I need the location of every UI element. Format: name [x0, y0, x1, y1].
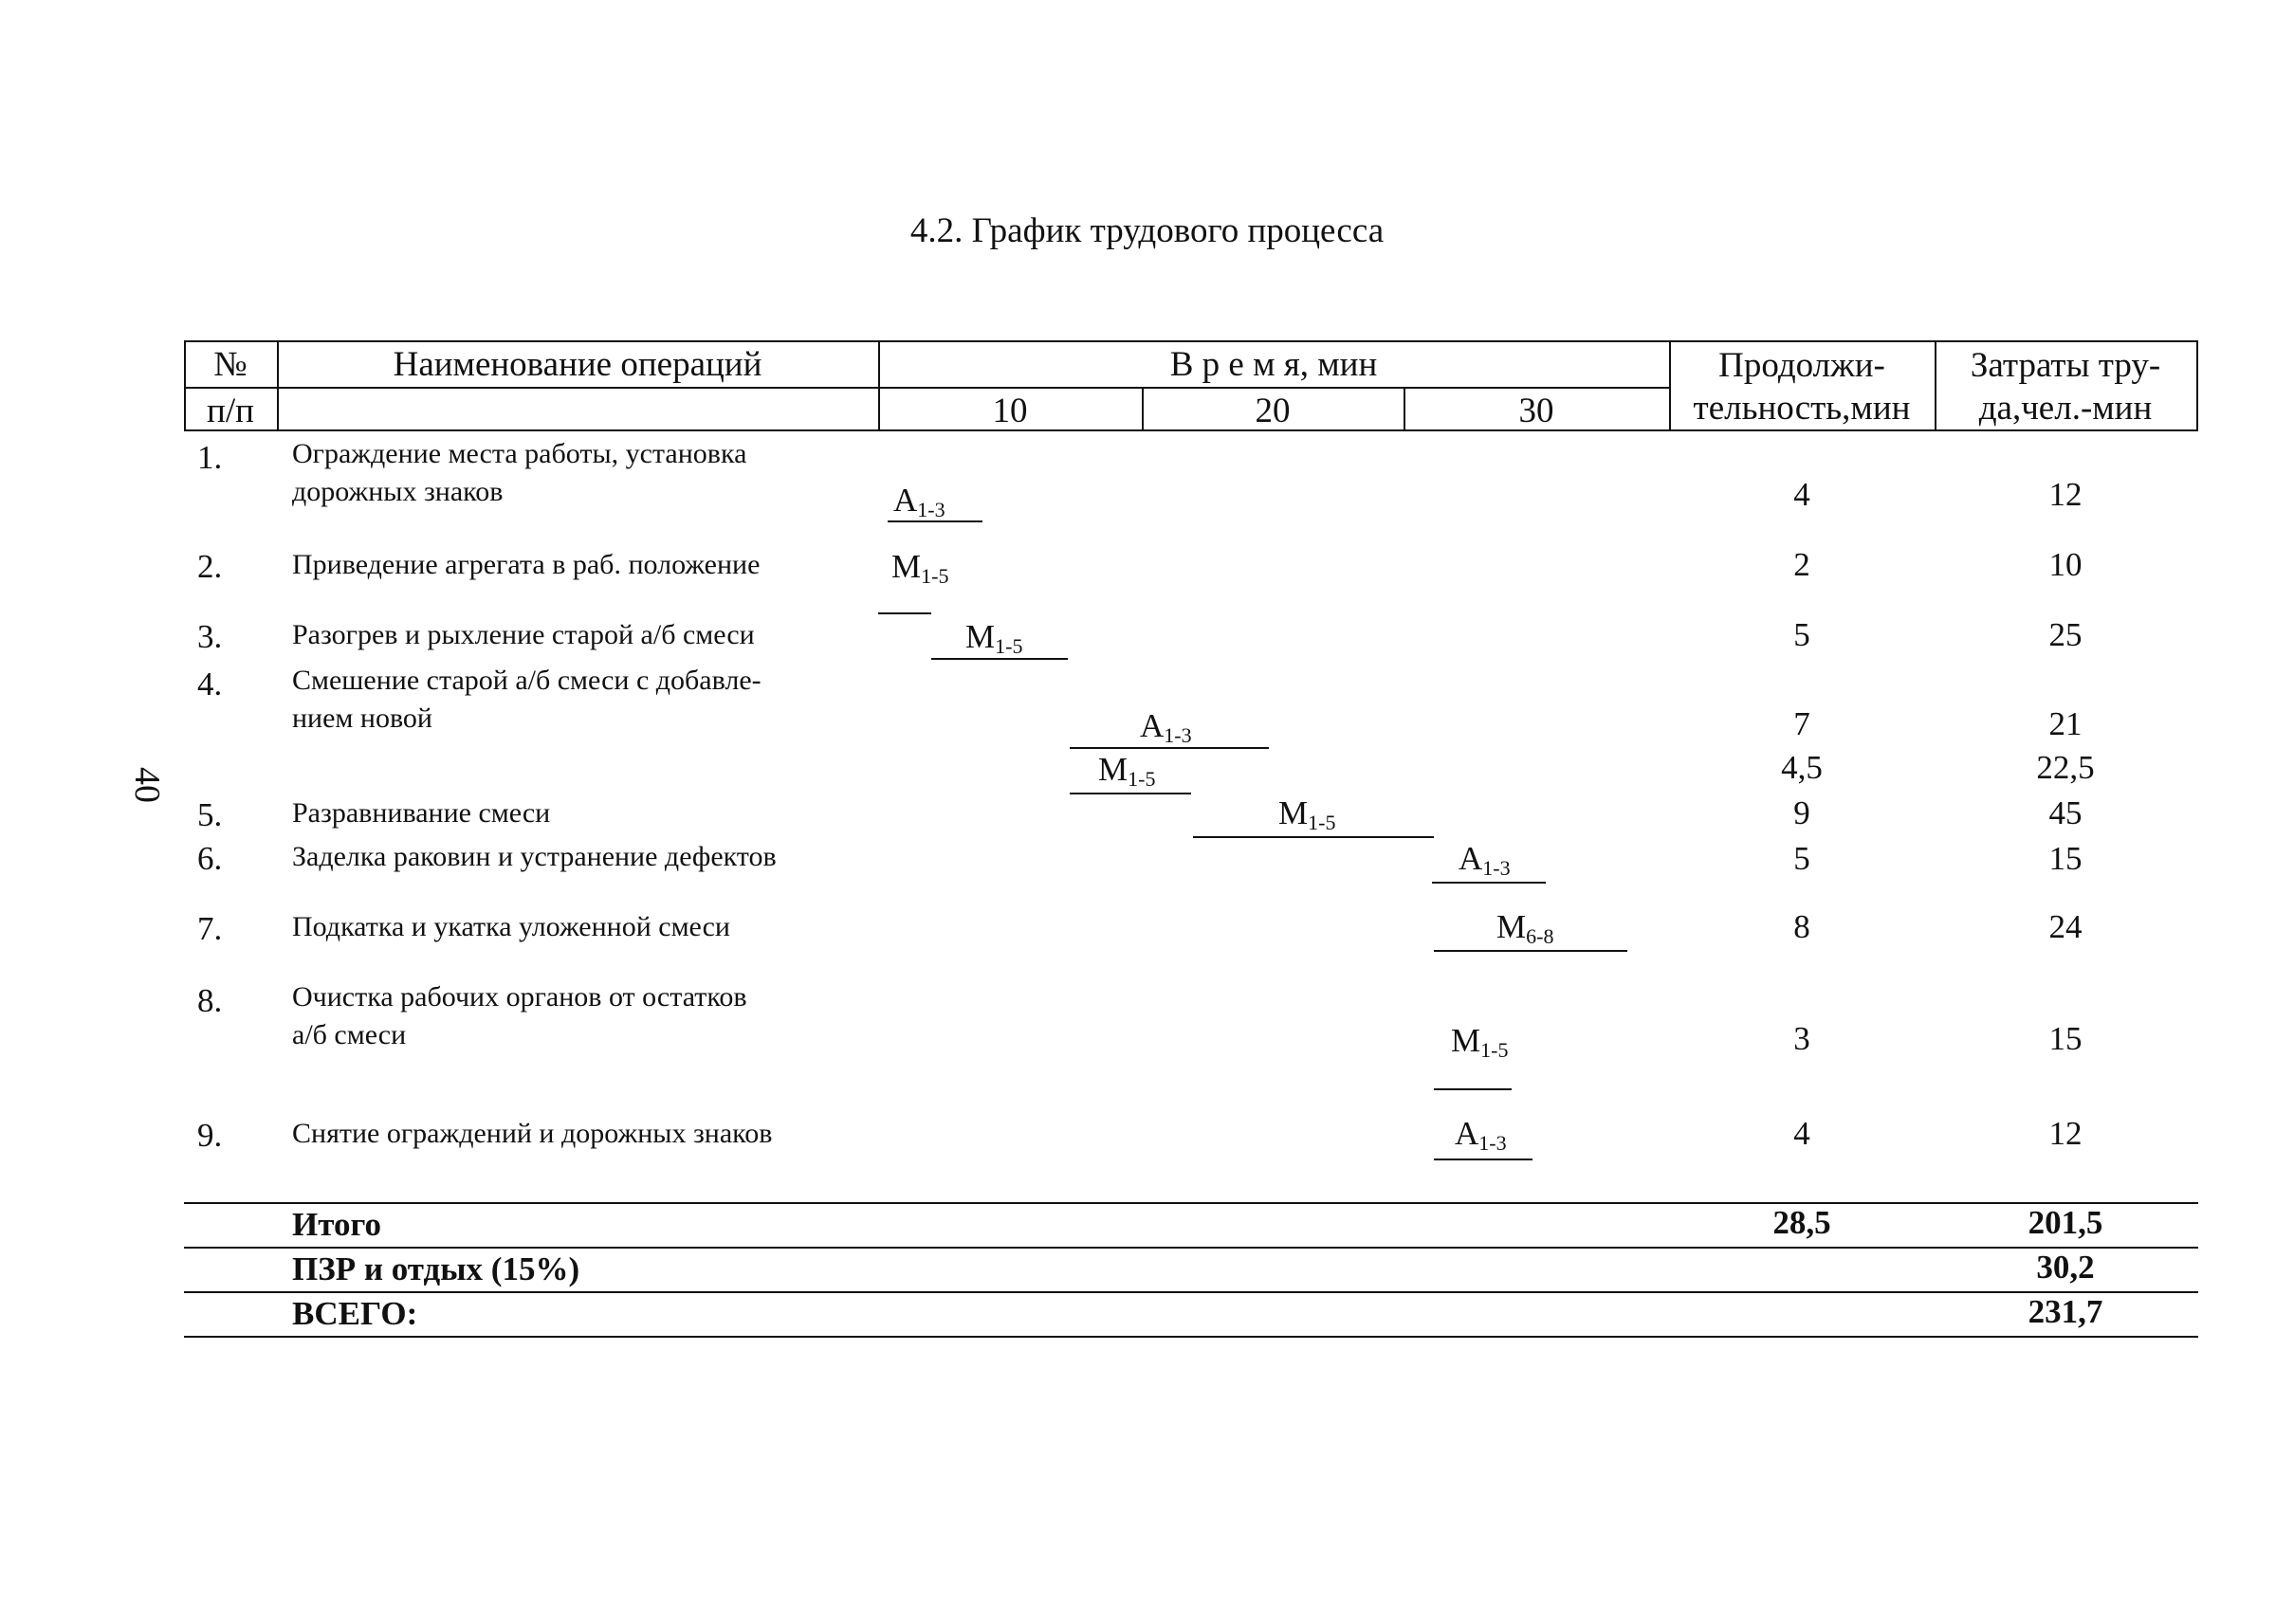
- bar-label: $А_{1-3}$: [893, 482, 945, 521]
- operation-name: Приведение агрегата в раб. положение: [292, 549, 761, 580]
- labor-value: 45: [2048, 794, 2083, 831]
- operation-name: Разравнивание смеси: [292, 797, 551, 829]
- operation-name: Смешение старой а/б смеси с добавле- нием новой: [292, 665, 762, 734]
- duration-value: 5: [1793, 616, 1810, 653]
- duration-value-2: 4,5: [1781, 749, 1823, 786]
- row-number: 9.: [197, 1117, 223, 1154]
- row-number: 1.: [197, 439, 223, 476]
- operation-name: Заделка раковин и устранение дефектов: [292, 841, 777, 872]
- row-number: 2.: [197, 548, 223, 585]
- operation-name: Снятие ограждений и дорожных знаков: [292, 1118, 773, 1149]
- operation-name: Подкатка и укатка уложенной смеси: [292, 911, 730, 942]
- header-tick-30: 30: [1518, 392, 1554, 430]
- pzr-label: ПЗР и отдых (15%): [292, 1250, 580, 1287]
- page-number: 40: [127, 767, 167, 803]
- header-num-2: п/п: [207, 392, 254, 430]
- labor-value: 15: [2048, 1020, 2083, 1057]
- labor-value: 12: [2048, 1115, 2083, 1152]
- labor-value: 10: [2048, 546, 2083, 583]
- duration-value: 8: [1793, 908, 1810, 945]
- labor-value: 25: [2048, 616, 2083, 653]
- header-time: В р е м я, мин: [1169, 345, 1378, 384]
- row-number: 4.: [197, 666, 223, 703]
- bar-label: $А_{1-3}$: [1455, 1115, 1507, 1155]
- bar-label: $М_{1-5}$: [1278, 794, 1336, 834]
- total-duration: 28,5: [1772, 1204, 1831, 1241]
- header-tick-20: 20: [1255, 392, 1291, 430]
- row-number: 5.: [197, 796, 223, 833]
- header-tick-10: 10: [992, 392, 1028, 430]
- duration-value: 2: [1793, 546, 1810, 583]
- duration-value: 4: [1793, 476, 1810, 513]
- duration-value: 3: [1793, 1020, 1810, 1057]
- bar-label: $М_{1-5}$: [1098, 751, 1156, 791]
- operation-name: Разогрев и рыхление старой а/б смеси: [292, 619, 755, 650]
- header-labor: Затраты тру- да,чел.-мин: [1970, 346, 2161, 428]
- page-title: 4.2. График трудового процесса: [909, 211, 1385, 250]
- header-num: №: [213, 345, 248, 384]
- total-labor: 201,5: [2028, 1204, 2103, 1241]
- total-label: Итого: [292, 1206, 381, 1243]
- header-operation-name: Наименование операций: [393, 345, 762, 384]
- labor-value: 24: [2048, 908, 2083, 945]
- duration-value: 7: [1793, 705, 1810, 742]
- duration-value: 9: [1793, 794, 1810, 831]
- pzr-labor: 30,2: [2036, 1249, 2095, 1286]
- operation-name: Ограждение места работы, установка дорожных знаков: [292, 438, 747, 507]
- bar-label: $М_{6-8}$: [1496, 908, 1554, 948]
- row-number: 8.: [197, 982, 223, 1019]
- labor-value-2: 22,5: [2036, 749, 2095, 786]
- bar-label: $М_{1-5}$: [1451, 1022, 1509, 1062]
- labor-value: 21: [2048, 705, 2083, 742]
- labor-value: 15: [2048, 840, 2083, 877]
- bar-label: $М_{1-5}$: [965, 618, 1023, 658]
- row-number: 7.: [197, 910, 223, 947]
- bar-label: $А_{1-3}$: [1459, 840, 1511, 880]
- bar-label: $М_{1-5}$: [891, 548, 949, 588]
- row-number: 6.: [197, 840, 223, 877]
- grand-total-labor: 231,7: [2028, 1293, 2103, 1330]
- grand-total-label: ВСЕГО:: [292, 1295, 418, 1332]
- labor-value: 12: [2048, 476, 2083, 513]
- duration-value: 5: [1793, 840, 1810, 877]
- operation-name: Очистка рабочих органов от остатков а/б смеси: [292, 981, 747, 1050]
- bar-label: $А_{1-3}$: [1140, 707, 1192, 747]
- row-number: 3.: [197, 618, 223, 655]
- duration-value: 4: [1793, 1115, 1810, 1152]
- header-duration: Продолжи- тельность,мин: [1693, 346, 1911, 428]
